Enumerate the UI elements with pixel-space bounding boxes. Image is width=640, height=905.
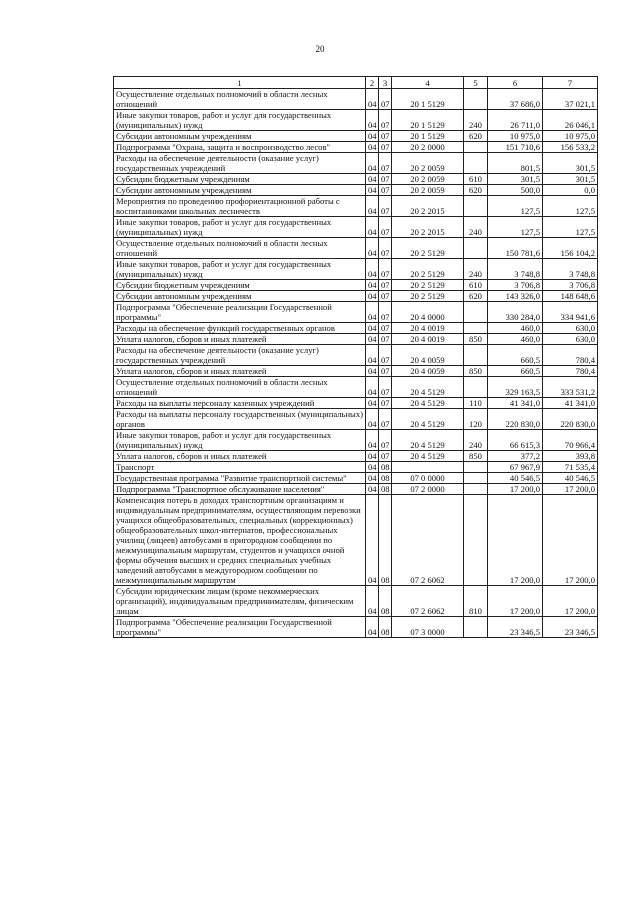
column-header: 3: [379, 77, 392, 89]
amount-2016-cell: 220 830,0: [488, 409, 543, 430]
target-article-cell: 20 2 5129: [392, 291, 464, 302]
section-code-cell: 04: [366, 142, 379, 153]
amount-2016-cell: 143 326,0: [488, 291, 543, 302]
table-row: [114, 430, 598, 451]
amount-2016-cell: 377,2: [488, 451, 543, 462]
table-row: [114, 185, 598, 196]
section-code-cell: 04: [366, 280, 379, 291]
table-row: [114, 323, 598, 334]
target-article-cell: 20 2 0000: [392, 142, 464, 153]
expense-type-cell: [464, 484, 488, 495]
table-row: [114, 110, 598, 131]
subsection-code-cell: 07: [379, 131, 392, 142]
table-row: [114, 334, 598, 345]
expense-name-cell: Компенсация потерь в доходах транспортным организациям и индивидуальным предпринимателям, осуществляющим перевозки учащихся общеобразовательных, специальных (коррекционных) общеобразовательных школ-интернатов, профессиональных училищ (лицеев) автобусами в пригородном сообщении по межмуниципальным маршрутам, студентов и учащихся очной формы обучения высших и средних специальных учебных заведений автобусами в междугородном сообщении по межмуниципальным маршрутам: [114, 495, 366, 586]
amount-2016-cell: 127,5: [488, 217, 543, 238]
amount-2016-cell: 127,5: [488, 196, 543, 217]
page-number: 20: [315, 44, 325, 54]
amount-2016-cell: 17 200,0: [488, 586, 543, 617]
amount-2016-cell: 23 346,5: [488, 617, 543, 638]
table-row: [114, 89, 598, 110]
target-article-cell: 20 4 0059: [392, 345, 464, 366]
amount-2016-cell: 10 975,0: [488, 131, 543, 142]
amount-2017-cell: 333 531,2: [543, 377, 598, 398]
subsection-code-cell: 07: [379, 345, 392, 366]
section-code-cell: 04: [366, 366, 379, 377]
expense-type-cell: 240: [464, 217, 488, 238]
target-article-cell: 20 2 0059: [392, 153, 464, 174]
section-code-cell: 04: [366, 174, 379, 185]
target-article-cell: 20 1 5129: [392, 110, 464, 131]
subsection-code-cell: 07: [379, 153, 392, 174]
table-row: [114, 238, 598, 259]
expense-name-cell: Подпрограмма "Охрана, защита и воспроизводство лесов": [114, 142, 366, 153]
target-article-cell: 20 4 5129: [392, 377, 464, 398]
section-code-cell: 04: [366, 238, 379, 259]
target-article-cell: 20 1 5129: [392, 89, 464, 110]
target-article-cell: 20 2 5129: [392, 238, 464, 259]
target-article-cell: 20 4 0059: [392, 366, 464, 377]
subsection-code-cell: 07: [379, 323, 392, 334]
amount-2016-cell: 150 781,6: [488, 238, 543, 259]
expense-type-cell: [464, 495, 488, 586]
subsection-code-cell: 07: [379, 302, 392, 323]
subsection-code-cell: 07: [379, 185, 392, 196]
section-code-cell: 04: [366, 323, 379, 334]
amount-2017-cell: 630,0: [543, 323, 598, 334]
amount-2017-cell: 127,5: [543, 196, 598, 217]
table-row: [114, 409, 598, 430]
expense-type-cell: [464, 302, 488, 323]
expense-name-cell: Субсидии автономным учреждениям: [114, 131, 366, 142]
section-code-cell: 04: [366, 302, 379, 323]
subsection-code-cell: 07: [379, 110, 392, 131]
subsection-code-cell: 07: [379, 174, 392, 185]
target-article-cell: 20 4 5129: [392, 398, 464, 409]
section-code-cell: 04: [366, 185, 379, 196]
amount-2016-cell: 41 341,0: [488, 398, 543, 409]
expense-type-cell: 620: [464, 131, 488, 142]
target-article-cell: 20 1 5129: [392, 131, 464, 142]
expense-type-cell: 620: [464, 291, 488, 302]
target-article-cell: 20 4 0019: [392, 334, 464, 345]
expense-name-cell: Подпрограмма "Обеспечение реализации Государственной программы": [114, 617, 366, 638]
amount-2016-cell: 660,5: [488, 366, 543, 377]
subsection-code-cell: 07: [379, 196, 392, 217]
amount-2017-cell: 17 200,0: [543, 495, 598, 586]
expense-type-cell: [464, 345, 488, 366]
budget-table: [113, 76, 598, 638]
amount-2016-cell: 329 163,5: [488, 377, 543, 398]
expense-name-cell: Расходы на выплаты персоналу казенных учреждений: [114, 398, 366, 409]
subsection-code-cell: 07: [379, 451, 392, 462]
subsection-code-cell: 07: [379, 366, 392, 377]
amount-2017-cell: 156 533,2: [543, 142, 598, 153]
amount-2016-cell: 26 711,0: [488, 110, 543, 131]
expense-type-cell: [464, 153, 488, 174]
target-article-cell: [392, 462, 464, 473]
table-row: [114, 484, 598, 495]
table-row: [114, 142, 598, 153]
amount-2017-cell: 0,0: [543, 185, 598, 196]
target-article-cell: 07 3 0000: [392, 617, 464, 638]
target-article-cell: 20 2 2015: [392, 217, 464, 238]
expense-name-cell: Государственная программа "Развитие транспортной системы": [114, 473, 366, 484]
section-code-cell: 04: [366, 586, 379, 617]
amount-2017-cell: 17 200,0: [543, 484, 598, 495]
expense-name-cell: Осуществление отдельных полномочий в области лесных отношений: [114, 89, 366, 110]
amount-2017-cell: 301,5: [543, 174, 598, 185]
subsection-code-cell: 07: [379, 291, 392, 302]
table-row: [114, 586, 598, 617]
amount-2017-cell: 393,8: [543, 451, 598, 462]
target-article-cell: 07 0 0000: [392, 473, 464, 484]
amount-2017-cell: 10 975,0: [543, 131, 598, 142]
target-article-cell: 07 2 0000: [392, 484, 464, 495]
expense-name-cell: Расходы на выплаты персоналу государственных (муниципальных) органов: [114, 409, 366, 430]
expense-type-cell: 850: [464, 334, 488, 345]
expense-name-cell: Субсидии юридическим лицам (кроме некоммерческих организаций), индивидуальным предпринимателям, физическим лицам: [114, 586, 366, 617]
table-row: [114, 131, 598, 142]
table-row: [114, 345, 598, 366]
subsection-code-cell: 08: [379, 586, 392, 617]
expense-name-cell: Расходы на обеспечение деятельности (оказание услуг) государственных учреждений: [114, 153, 366, 174]
subsection-code-cell: 07: [379, 89, 392, 110]
subsection-code-cell: 07: [379, 398, 392, 409]
subsection-code-cell: 08: [379, 462, 392, 473]
target-article-cell: 20 4 5129: [392, 430, 464, 451]
target-article-cell: 20 2 2015: [392, 196, 464, 217]
expense-name-cell: Уплата налогов, сборов и иных платежей: [114, 366, 366, 377]
expense-type-cell: 610: [464, 280, 488, 291]
subsection-code-cell: 07: [379, 259, 392, 280]
section-code-cell: 04: [366, 430, 379, 451]
column-header: 5: [464, 77, 488, 89]
expense-type-cell: [464, 323, 488, 334]
section-code-cell: 04: [366, 345, 379, 366]
expense-type-cell: [464, 617, 488, 638]
target-article-cell: 20 4 0000: [392, 302, 464, 323]
section-code-cell: 04: [366, 291, 379, 302]
expense-type-cell: 110: [464, 398, 488, 409]
subsection-code-cell: 07: [379, 430, 392, 451]
expense-name-cell: Осуществление отдельных полномочий в области лесных отношений: [114, 238, 366, 259]
section-code-cell: 04: [366, 259, 379, 280]
subsection-code-cell: 07: [379, 142, 392, 153]
expense-type-cell: [464, 238, 488, 259]
amount-2017-cell: 334 941,6: [543, 302, 598, 323]
expense-name-cell: Уплата налогов, сборов и иных платежей: [114, 334, 366, 345]
table-row: [114, 462, 598, 473]
expense-type-cell: 610: [464, 174, 488, 185]
expense-name-cell: Уплата налогов, сборов и иных платежей: [114, 451, 366, 462]
subsection-code-cell: 07: [379, 377, 392, 398]
column-header: 2: [366, 77, 379, 89]
section-code-cell: 04: [366, 89, 379, 110]
expense-name-cell: Расходы на обеспечение функций государственных органов: [114, 323, 366, 334]
amount-2017-cell: 220 830,0: [543, 409, 598, 430]
amount-2016-cell: 67 967,9: [488, 462, 543, 473]
amount-2017-cell: 70 966,4: [543, 430, 598, 451]
table-row: [114, 291, 598, 302]
section-code-cell: 04: [366, 495, 379, 586]
amount-2017-cell: 23 346,5: [543, 617, 598, 638]
expense-type-cell: [464, 89, 488, 110]
amount-2016-cell: 66 615,3: [488, 430, 543, 451]
expense-type-cell: [464, 377, 488, 398]
table-row: [114, 451, 598, 462]
subsection-code-cell: 08: [379, 473, 392, 484]
expense-name-cell: Транспорт: [114, 462, 366, 473]
amount-2017-cell: 780,4: [543, 366, 598, 377]
subsection-code-cell: 07: [379, 334, 392, 345]
target-article-cell: 20 2 5129: [392, 259, 464, 280]
amount-2017-cell: 26 046,1: [543, 110, 598, 131]
section-code-cell: 04: [366, 462, 379, 473]
table-row: [114, 174, 598, 185]
table-row: [114, 259, 598, 280]
amount-2016-cell: 17 200,0: [488, 495, 543, 586]
section-code-cell: 04: [366, 110, 379, 131]
expense-name-cell: Мероприятия по проведению профориентационной работы с воспитанниками школьных лесничеств: [114, 196, 366, 217]
table-row: [114, 153, 598, 174]
target-article-cell: 20 2 0059: [392, 174, 464, 185]
target-article-cell: 07 2 6062: [392, 586, 464, 617]
expense-type-cell: [464, 462, 488, 473]
amount-2017-cell: 41 341,0: [543, 398, 598, 409]
expense-type-cell: [464, 473, 488, 484]
expense-name-cell: Иные закупки товаров, работ и услуг для государственных (муниципальных) нужд: [114, 110, 366, 131]
amount-2016-cell: 460,0: [488, 334, 543, 345]
expense-type-cell: 120: [464, 409, 488, 430]
table-row: [114, 217, 598, 238]
column-header: 6: [488, 77, 543, 89]
expense-name-cell: Субсидии бюджетным учреждениям: [114, 174, 366, 185]
amount-2016-cell: 3 706,8: [488, 280, 543, 291]
amount-2016-cell: 801,5: [488, 153, 543, 174]
amount-2016-cell: 660,5: [488, 345, 543, 366]
section-code-cell: 04: [366, 334, 379, 345]
section-code-cell: 04: [366, 473, 379, 484]
amount-2016-cell: 151 710,6: [488, 142, 543, 153]
section-code-cell: 04: [366, 131, 379, 142]
table-row: [114, 473, 598, 484]
table-row: [114, 196, 598, 217]
table-row: [114, 366, 598, 377]
expense-name-cell: Субсидии бюджетным учреждениям: [114, 280, 366, 291]
expense-type-cell: 810: [464, 586, 488, 617]
amount-2017-cell: 156 104,2: [543, 238, 598, 259]
subsection-code-cell: 07: [379, 217, 392, 238]
expense-name-cell: Расходы на обеспечение деятельности (оказание услуг) государственных учреждений: [114, 345, 366, 366]
expense-type-cell: 240: [464, 110, 488, 131]
section-code-cell: 04: [366, 398, 379, 409]
target-article-cell: 20 4 0019: [392, 323, 464, 334]
section-code-cell: 04: [366, 409, 379, 430]
expense-name-cell: Субсидии автономным учреждениям: [114, 291, 366, 302]
expense-name-cell: Субсидии автономным учреждениям: [114, 185, 366, 196]
amount-2016-cell: 500,0: [488, 185, 543, 196]
subsection-code-cell: 08: [379, 617, 392, 638]
amount-2017-cell: 148 648,6: [543, 291, 598, 302]
expense-type-cell: 240: [464, 430, 488, 451]
column-header: 7: [543, 77, 598, 89]
subsection-code-cell: 07: [379, 238, 392, 259]
expense-name-cell: Подпрограмма "Транспортное обслуживание населения": [114, 484, 366, 495]
amount-2017-cell: 71 535,4: [543, 462, 598, 473]
subsection-code-cell: 08: [379, 495, 392, 586]
amount-2016-cell: 40 546,5: [488, 473, 543, 484]
table-row: [114, 377, 598, 398]
section-code-cell: 04: [366, 217, 379, 238]
target-article-cell: 20 4 5129: [392, 451, 464, 462]
amount-2017-cell: 127,5: [543, 217, 598, 238]
amount-2017-cell: 37 021,1: [543, 89, 598, 110]
header-row: [114, 77, 598, 89]
table-row: [114, 398, 598, 409]
amount-2016-cell: 460,0: [488, 323, 543, 334]
amount-2016-cell: 17 200,0: [488, 484, 543, 495]
column-header: 1: [114, 77, 366, 89]
amount-2017-cell: 630,0: [543, 334, 598, 345]
section-code-cell: 04: [366, 153, 379, 174]
expense-type-cell: [464, 196, 488, 217]
expense-type-cell: 850: [464, 451, 488, 462]
target-article-cell: 20 2 0059: [392, 185, 464, 196]
section-code-cell: 04: [366, 196, 379, 217]
expense-type-cell: [464, 142, 488, 153]
amount-2016-cell: 301,5: [488, 174, 543, 185]
amount-2017-cell: 40 546,5: [543, 473, 598, 484]
target-article-cell: 20 4 5129: [392, 409, 464, 430]
section-code-cell: 04: [366, 617, 379, 638]
table-row: [114, 617, 598, 638]
table-row: [114, 495, 598, 586]
amount-2017-cell: 3 706,8: [543, 280, 598, 291]
subsection-code-cell: 08: [379, 484, 392, 495]
target-article-cell: 20 2 5129: [392, 280, 464, 291]
amount-2017-cell: 3 748,8: [543, 259, 598, 280]
expense-type-cell: 240: [464, 259, 488, 280]
expense-name-cell: Подпрограмма "Обеспечение реализации Государственной программы": [114, 302, 366, 323]
column-header: 4: [392, 77, 464, 89]
amount-2017-cell: 301,5: [543, 153, 598, 174]
expense-type-cell: 620: [464, 185, 488, 196]
expense-name-cell: Иные закупки товаров, работ и услуг для государственных (муниципальных) нужд: [114, 217, 366, 238]
section-code-cell: 04: [366, 451, 379, 462]
target-article-cell: 07 2 6062: [392, 495, 464, 586]
table-row: [114, 280, 598, 291]
expense-name-cell: Иные закупки товаров, работ и услуг для государственных (муниципальных) нужд: [114, 430, 366, 451]
amount-2017-cell: 17 200,0: [543, 586, 598, 617]
table-row: [114, 302, 598, 323]
expense-name-cell: Осуществление отдельных полномочий в области лесных отношений: [114, 377, 366, 398]
amount-2016-cell: 3 748,8: [488, 259, 543, 280]
amount-2017-cell: 780,4: [543, 345, 598, 366]
amount-2016-cell: 330 284,0: [488, 302, 543, 323]
subsection-code-cell: 07: [379, 280, 392, 291]
section-code-cell: 04: [366, 484, 379, 495]
section-code-cell: 04: [366, 377, 379, 398]
subsection-code-cell: 07: [379, 409, 392, 430]
expense-type-cell: 850: [464, 366, 488, 377]
amount-2016-cell: 37 686,0: [488, 89, 543, 110]
expense-name-cell: Иные закупки товаров, работ и услуг для государственных (муниципальных) нужд: [114, 259, 366, 280]
